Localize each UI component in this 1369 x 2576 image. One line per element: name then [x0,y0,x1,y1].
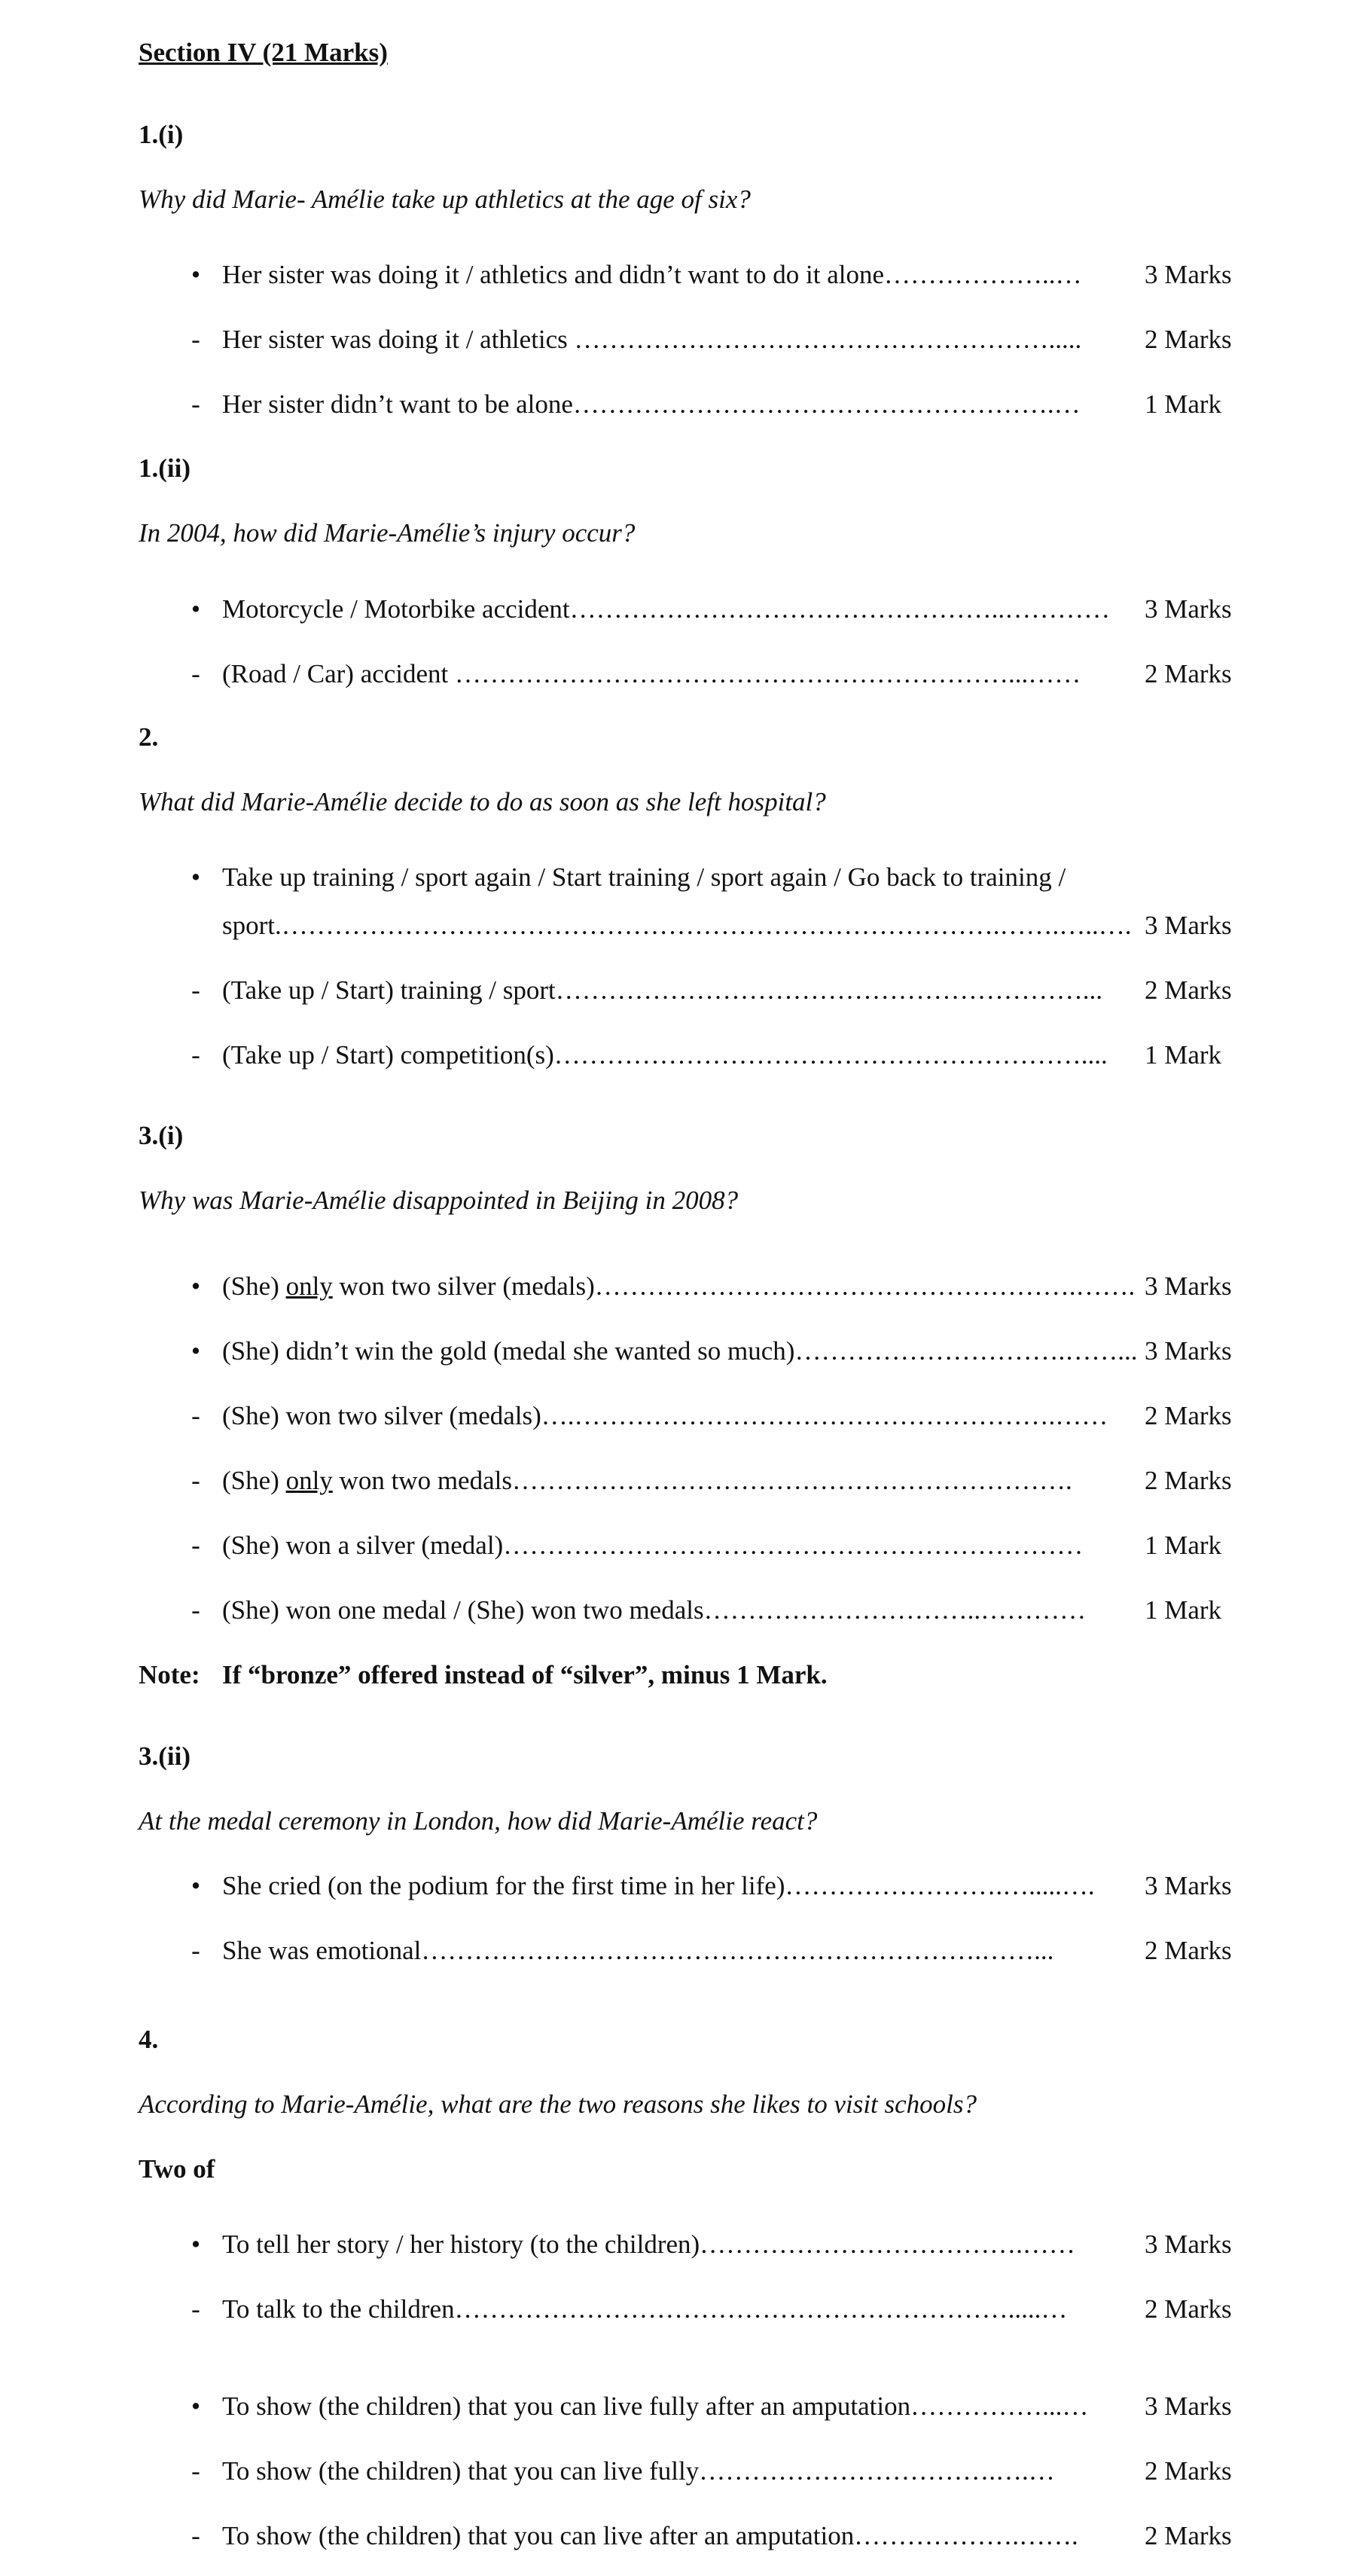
dash-marker: - [191,1936,200,1965]
dash-marker: - [191,1040,200,1070]
marks-value: 1 Mark [1145,389,1222,419]
answer-text: Motorcycle / Motorbike accident…………………………………………..………… [222,594,1111,624]
note-text: If “bronze” offered instead of “silver”, minus 1 Mark. [222,1660,828,1689]
dash-marker: - [191,1401,200,1430]
answer-text: To talk to the children……………………………………………………….....… [222,2294,1068,2324]
question-number: 2. [139,722,159,752]
answer-row [139,593,1238,626]
answer-row [139,323,1238,356]
answer-row [139,861,1238,894]
dash-marker: - [191,975,200,1005]
answer-text: Take up training / sport again / Start training / sport again / Go back to training / [222,862,1066,892]
marks-value: 2 Marks [1145,1401,1232,1430]
marks-value: 3 Marks [1145,260,1232,289]
answer-row-continuation [139,909,1238,942]
answer-text: To show (the children) that you can live fully after an amputation……………...… [222,2391,1089,2421]
answer-text: To show (the children) that you can live after an amputation……………….……. [222,2521,1078,2550]
answer-row [139,1464,1238,1497]
dash-marker: - [191,389,200,419]
marks-value: 2 Marks [1145,2521,1232,2550]
bullet-marker: • [191,2391,201,2421]
answer-text: (She) won a silver (medal)………………………………………………………… [222,1531,1084,1560]
marks-value: 3 Marks [1145,594,1232,624]
question-number: 3.(i) [139,1121,184,1150]
dash-marker: - [191,325,200,354]
answer-text: Her sister was doing it / athletics and didn’t want to do it alone………………..… [222,260,1082,289]
emphasis-only: only [285,1271,333,1301]
marks-value: 2 Marks [1145,659,1232,688]
question-text: What did Marie-Amélie decide to do as soon as she left hospital? [139,787,826,816]
answer-row [139,2520,1238,2553]
bullet-marker: • [191,1336,201,1366]
note [139,1659,1238,1692]
dash-marker: - [191,1531,200,1560]
answer-text: To tell her story / her history (to the children)……………………………….…… [222,2230,1075,2259]
dash-marker: - [191,1466,200,1495]
answer-row [139,2455,1238,2488]
marks-value: 3 Marks [1145,2391,1232,2421]
question-text: Why did Marie- Amélie take up athletics at the age of six? [139,185,751,214]
question-text: In 2004, how did Marie-Amélie’s injury occur? [139,518,636,548]
bullet-marker: • [191,862,201,892]
answer-row [139,974,1238,1007]
marks-value: 1 Mark [1145,1040,1222,1070]
emphasis-only: only [285,1466,333,1495]
dash-marker: - [191,659,200,688]
bullet-marker: • [191,2230,201,2259]
answer-row [139,2293,1238,2326]
answer-text: (She) won two silver (medals)….……………………………………………….…… [222,1401,1108,1430]
marks-value: 3 Marks [1145,1871,1232,1900]
answer-row [139,1399,1238,1433]
marks-value: 2 Marks [1145,1936,1232,1965]
answer-text: sport.……………………………………………………………………….…….…..…. [222,911,1132,940]
answer-text: (Road / Car) accident ………………………………………………………...…… [222,659,1081,688]
answer-row [139,1934,1238,1967]
answer-row [139,2228,1238,2261]
bullet-marker: • [191,1271,201,1301]
answer-text: Her sister didn’t want to be alone……………………………………………….… [222,389,1081,419]
answer-row [139,258,1238,291]
question-text: Why was Marie-Amélie disappointed in Beijing in 2008? [139,1186,739,1215]
answer-text: Her sister was doing it / athletics ………………………………………………..... [222,325,1082,354]
answer-text: (Take up / Start) training / sport……………………………………………………... [222,975,1102,1005]
marks-value: 2 Marks [1145,2456,1232,2486]
marks-value: 2 Marks [1145,1466,1232,1495]
note-label: Note: [139,1660,200,1689]
marks-value: 3 Marks [1145,2230,1232,2259]
answer-text: (She) didn’t win the gold (medal she wanted so much)………………………….……... [222,1336,1138,1366]
answer-text: To show (the children) that you can live fully…………………………….….… [222,2456,1055,2486]
bullet-marker: • [191,1871,201,1900]
question-number: 4. [139,2025,159,2054]
dash-marker: - [191,2456,200,2486]
question-number: 1.(i) [139,120,184,149]
two-of-label: Two of [139,2154,215,2184]
answer-text: (She) only won two silver (medals)……………………………………………….……. [222,1271,1136,1301]
answer-text: (She) only won two medals………………………………………………………. [222,1466,1072,1495]
answer-row [139,1594,1238,1627]
question-number: 3.(ii) [139,1741,191,1771]
answer-row [139,1869,1238,1903]
marks-value: 3 Marks [1145,911,1232,940]
marks-value: 1 Mark [1145,1595,1222,1625]
answer-row [139,2390,1238,2423]
answer-text: She cried (on the podium for the first time in her life)…………………….….....…. [222,1871,1095,1900]
dash-marker: - [191,2294,200,2324]
answer-text: (Take up / Start) competition(s)…………………………………………………….... [222,1040,1108,1070]
marks-value: 1 Mark [1145,1531,1222,1560]
answer-row [139,1039,1238,1072]
answer-row [139,1335,1238,1368]
answer-row [139,388,1238,421]
question-text: At the medal ceremony in London, how did Marie-Amélie react? [139,1806,818,1836]
answer-text: (She) won one medal / (She) won two medals…………………………..………… [222,1595,1087,1625]
bullet-marker: • [191,594,201,624]
marks-value: 3 Marks [1145,1271,1232,1301]
marks-value: 2 Marks [1145,325,1232,354]
answer-row [139,1270,1238,1303]
section-title: Section IV (21 Marks) [139,38,388,67]
answer-row [139,1529,1238,1562]
dash-marker: - [191,2521,200,2550]
answer-row [139,658,1238,691]
question-text: According to Marie-Amélie, what are the two reasons she likes to visit schools? [139,2089,977,2119]
marks-value: 2 Marks [1145,975,1232,1005]
bullet-marker: • [191,260,201,289]
answer-text: She was emotional……………………………………………………….……... [222,1936,1054,1965]
marks-value: 2 Marks [1145,2294,1232,2324]
marks-value: 3 Marks [1145,1336,1232,1366]
dash-marker: - [191,1595,200,1625]
question-number: 1.(ii) [139,453,191,483]
